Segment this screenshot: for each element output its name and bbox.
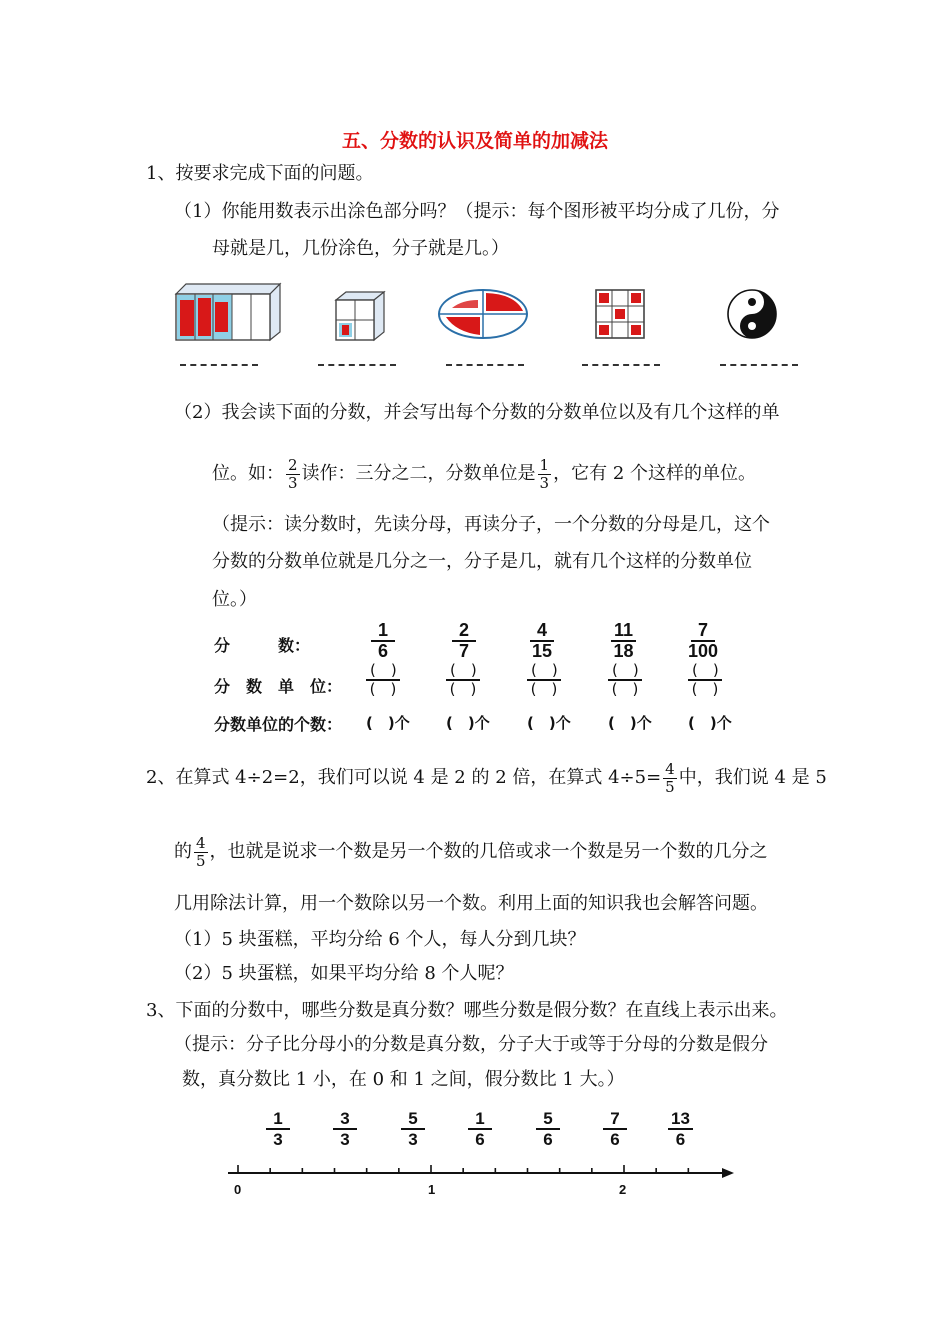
- q2-sub1: （1）5 块蛋糕，平均分给 6 个人，每人分到几块？: [174, 929, 586, 950]
- grid-square-icon: [596, 290, 644, 338]
- row-unit-label: 分 数 单 位：: [214, 677, 343, 696]
- q3-line1: 3、下面的分数中，哪些分数是真分数？哪些分数是假分数？在直线上表示出来。: [146, 1000, 788, 1021]
- hint-line3: 位。）: [212, 589, 257, 610]
- unit-fraction: [538, 457, 552, 492]
- count-blank-3[interactable]: ( )个: [527, 714, 571, 732]
- count-blank-5[interactable]: ( )个: [688, 714, 732, 732]
- unit-blank-3[interactable]: ( ) ( ): [527, 662, 561, 698]
- answer-blank-2[interactable]: [318, 364, 396, 366]
- example-fraction: [286, 457, 300, 492]
- cuboid-icon: [176, 284, 280, 340]
- table-fraction-5: 7 100: [688, 620, 719, 661]
- example-intro: 位。如：: [212, 463, 284, 484]
- q2-line1: [146, 758, 827, 798]
- q2-fraction-2: $\frac{4}{5}$: [196, 833, 206, 870]
- table-fraction-3: 4 15: [531, 620, 553, 661]
- q3-hint2: 数，真分数比 1 小，在 0 和 1 之间，假分数比 1 大。）: [182, 1069, 625, 1090]
- answer-blank-3[interactable]: [446, 364, 524, 366]
- q3-fraction-3: 5 3: [401, 1109, 425, 1149]
- q3-fraction-5: 5 6: [536, 1109, 560, 1149]
- hint-line2: 分数的分数单位就是几分之一，分子是几，就有几个这样的分数单位: [212, 551, 752, 572]
- arrow-right-icon: [722, 1168, 734, 1178]
- q2-line1-text: 2、在算式 4÷2=2，我们可以说 4 是 2 的 2 倍，在算式 4÷5=: [146, 767, 662, 788]
- yin-yang-icon: [728, 290, 776, 338]
- q3-fraction-2: 3 3: [333, 1109, 357, 1149]
- unit-numerator: 1: [539, 455, 550, 474]
- cube-icon: [336, 292, 384, 340]
- q1-part1-line2: 母就是几，几份涂色，分子就是几。）: [212, 238, 509, 259]
- q3-fraction-6: 7 6: [603, 1109, 627, 1149]
- q2-line1-tail: 中，我们说 4 是 5: [678, 767, 827, 788]
- answer-blank-1[interactable]: [180, 364, 258, 366]
- count-blank-1[interactable]: ( )个: [366, 714, 410, 732]
- q3-fraction-1: 1 3: [266, 1109, 290, 1149]
- q3-fraction-7: 13 6: [668, 1109, 693, 1149]
- count-blank-4[interactable]: ( )个: [608, 714, 652, 732]
- q2-line2: [174, 832, 768, 872]
- q2-line2-text: ，也就是说求一个数是另一个数的几倍或求一个数是另一个数的几分之: [209, 841, 768, 862]
- answer-blank-4[interactable]: [582, 364, 660, 366]
- row-count-label: 分数单位的个数：: [214, 715, 343, 734]
- q2-sub2: （2）5 块蛋糕，如果平均分给 8 个人呢？: [174, 963, 514, 984]
- q2-line3: 几用除法计算，用一个数除以另一个数。利用上面的知识我也会解答问题。: [174, 893, 768, 914]
- number-line: [0, 1160, 950, 1210]
- unit-blank-4[interactable]: ( ) ( ): [608, 662, 642, 698]
- unit-blank-2[interactable]: ( ) ( ): [446, 662, 480, 698]
- table-fraction-1: 1 6: [371, 621, 395, 661]
- q1-part2-line2: [212, 454, 756, 494]
- example-reading: 读作：三分之二，分数单位是: [301, 463, 536, 484]
- axis-label-0: 0: [234, 1182, 242, 1197]
- hint-line1: （提示：读分数时，先读分母，再读分子，一个分数的分母是几，这个: [212, 514, 770, 535]
- axis-label-2: 2: [619, 1182, 627, 1197]
- ellipse-icon: [439, 290, 527, 338]
- unit-blank-1[interactable]: ( ) ( ): [366, 662, 400, 698]
- unit-denominator: 3: [539, 473, 550, 492]
- axis-label-1: 1: [428, 1182, 436, 1197]
- example-denominator: 3: [288, 473, 298, 492]
- table-fraction-2: 2 7: [452, 621, 476, 661]
- unit-blank-5[interactable]: ( ) ( ): [688, 662, 722, 698]
- count-blank-2[interactable]: ( )个: [446, 714, 490, 732]
- q2-line2-head: 的: [174, 841, 192, 862]
- example-numerator: 2: [288, 455, 298, 474]
- q1-part1-line1: （1）你能用数表示出涂色部分吗？（提示：每个图形被平均分成了几份，分: [174, 201, 780, 222]
- table-fraction-4: 11 18: [611, 621, 636, 661]
- q3-fraction-4: 1 6: [468, 1109, 492, 1149]
- shaded-shapes-row: [0, 280, 950, 350]
- row-fraction-label: 分 数：: [214, 636, 311, 655]
- q1-heading: 1、按要求完成下面的问题。: [146, 163, 374, 184]
- answer-blank-5[interactable]: [720, 364, 798, 366]
- q1-part2-line1: （2）我会读下面的分数，并会写出每个分数的分数单位以及有几个这样的单: [174, 402, 780, 423]
- example-count: ，它有 2 个这样的单位。: [553, 463, 756, 484]
- page-title: 五、分数的认识及简单的加减法: [341, 130, 608, 152]
- q2-fraction-1: $\frac{4}{5}$: [665, 759, 675, 796]
- q3-hint1: （提示：分子比分母小的分数是真分数，分子大于或等于分母的分数是假分: [174, 1034, 768, 1055]
